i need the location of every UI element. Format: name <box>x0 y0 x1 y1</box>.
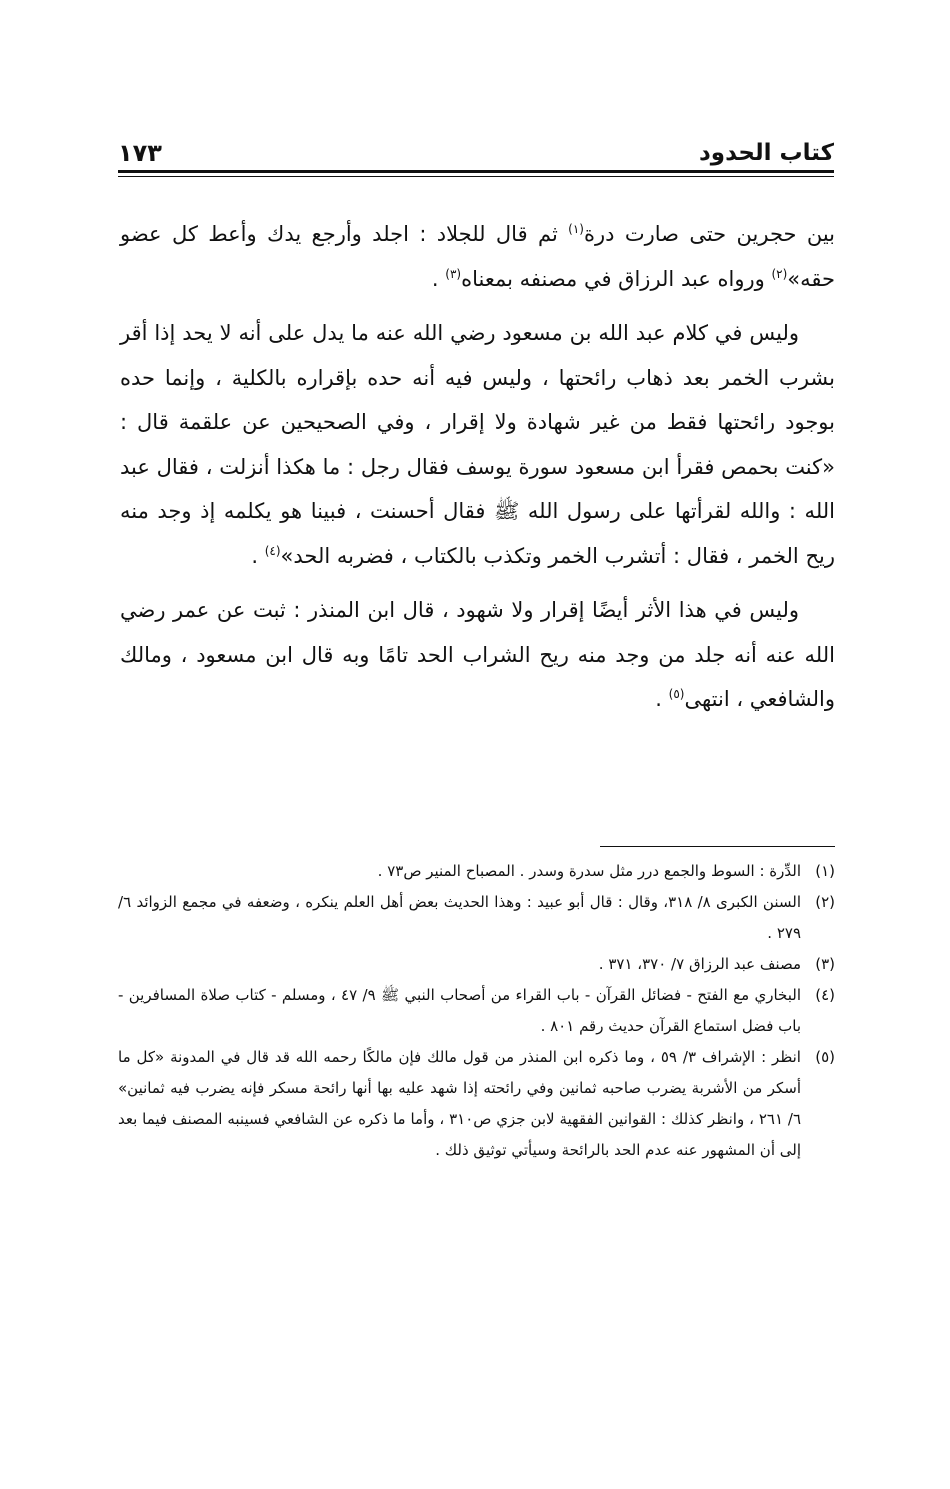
header-rule-thick <box>118 170 834 173</box>
footnote-number: (١) <box>815 862 835 880</box>
footnote-ref[interactable]: (٤) <box>264 543 281 558</box>
footnote-3 <box>118 949 835 980</box>
footnote-number: (٣) <box>815 955 835 973</box>
footnotes <box>118 856 835 1166</box>
paragraph-segment: . <box>655 687 669 711</box>
footnote-separator <box>600 846 835 847</box>
paragraph-segment: ثم قال للجلاد : اجلد وأرجع يدك وأعط كل عضو حقه» <box>120 222 835 291</box>
footnote-ref[interactable]: (٣) <box>445 266 462 281</box>
footnote-number: (٤) <box>815 986 835 1004</box>
main-text <box>120 212 835 732</box>
footnote-5 <box>118 1042 835 1166</box>
footnote-text: مصنف عبد الرزاق ٧/ ٣٧٠، ٣٧١ . <box>598 955 801 973</box>
footnote-text: البخاري مع الفتح - فضائل القرآن - باب القراء من أصحاب النبي ﷺ ٩/ ٤٧ ، ومسلم - كتاب صلاة المسافرين - باب فضل استماع القرآن حديث رقم ٨٠١ . <box>118 986 801 1035</box>
paragraph-segment: ورواه عبد الرزاق في مصنفه بمعناه <box>461 266 772 291</box>
paragraph-3 <box>120 588 835 722</box>
footnote-ref[interactable]: (٢) <box>771 266 788 281</box>
footnote-ref[interactable]: (١) <box>568 222 584 236</box>
running-title: كتاب الحدود <box>698 140 834 166</box>
page-number: ١٧٣ <box>118 139 162 167</box>
paragraph-segment: بين حجرين حتى صارت درة <box>583 222 836 246</box>
paragraph-segment: وليس في هذا الأثر أيضًا إقرار ولا شهود ، قال ابن المنذر : ثبت عن عمر رضي الله عنه أنه جلد من وجد منه ريح الشراب الحد تامًا وبه قال ابن مسعود ، ومالك والشافعي ، انتهى <box>120 598 835 711</box>
paragraph-segment: وليس في كلام عبد الله بن مسعود رضي الله عنه ما يدل على أنه لا يحد إذا أقر بشرب الخمر بعد ذهاب رائحتها ، وليس فيه أنه حده بإقراره بالكلية ، وإنما حده بوجود رائحتها فقط من غير شهادة ولا إقرار ، وفي الصحيحين عن علقمة قال : «كنت بحمص فقرأ ابن مسعود سورة يوسف فقال رجل : ما هكذا أنزلت ، فقال عبد الله : والله لقرأتها على رسول الله ﷺ فقال أحسنت ، فبينا هو يكلمه إذ وجد منه ريح الخمر ، فقال : أتشرب الخمر وتكذب بالكتاب ، فضربه الحد» <box>120 321 835 568</box>
footnote-number: (٥) <box>815 1048 835 1066</box>
footnote-ref[interactable]: (٥) <box>668 687 685 701</box>
page-header <box>118 128 834 168</box>
paragraph-segment: . <box>251 543 265 568</box>
footnote-2 <box>118 887 835 949</box>
paragraph-1 <box>120 212 835 301</box>
header-rule-thin <box>118 176 834 177</box>
footnote-text: انظر : الإشراف ٣/ ٥٩ ، وما ذكره ابن المنذر من قول مالك فإن مالكًا رحمه الله قد قال في المدونة «كل ما أسكر من الأشربة يضرب صاحبه ثمانين وفي رائحته إذا شهد عليه بها أنها رائحة مسكر فإنه يضرب فيه ثمانين» ٦/ ٢٦١ ، وانظر كذلك : القوانين الفقهية لابن جزي ص٣١٠ ، وأما ما ذكره عن الشافعي فسينبه المصنف فيما بعد إلى أن المشهور عنه عدم الحد بالرائحة وسيأتي توثيق ذلك . <box>118 1048 802 1159</box>
footnote-4 <box>118 980 835 1042</box>
footnote-number: (٢) <box>815 893 835 911</box>
footnote-1 <box>118 856 835 887</box>
footnote-text: الدِّرة : السوط والجمع درر مثل سدرة وسدر . المصباح المنير ص٧٣ . <box>377 862 801 880</box>
footnote-text: السنن الكبرى ٨/ ٣١٨، وقال : قال أبو عبيد : وهذا الحديث بعض أهل العلم ينكره ، وضعفه في مجمع الزوائد ٦/ ٢٧٩ . <box>118 893 801 942</box>
paragraph-2 <box>120 311 835 578</box>
paragraph-segment: . <box>431 266 446 291</box>
